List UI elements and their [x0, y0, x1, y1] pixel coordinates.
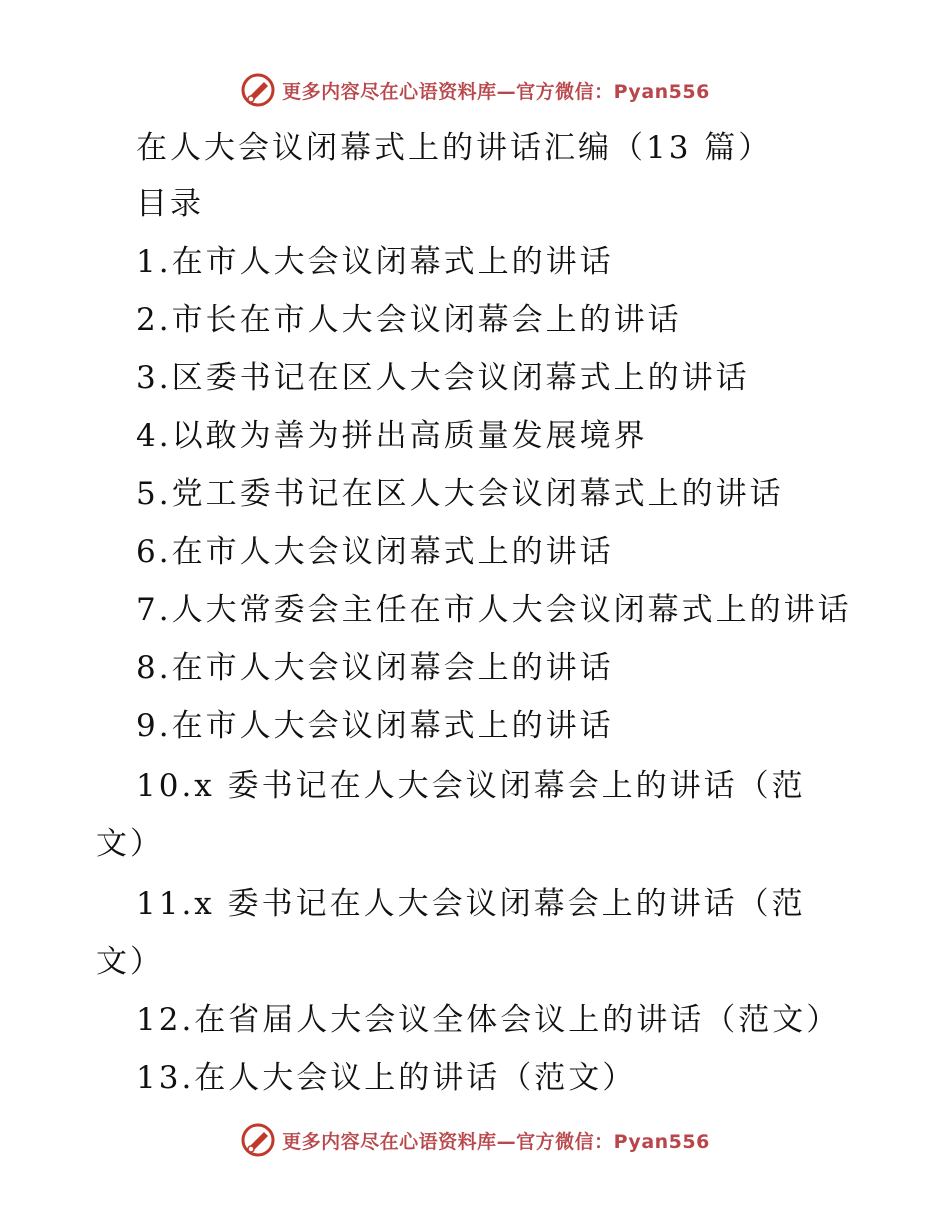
toc-item: 3.区委书记在区人大会议闭幕式上的讲话 — [136, 360, 750, 396]
header-watermark-banner — [0, 70, 950, 110]
footer-watermark-banner — [0, 1120, 950, 1160]
toc-heading: 目录 — [136, 186, 204, 222]
toc-item: 13.在人大会议上的讲话（范文） — [136, 1060, 637, 1096]
toc-item-continuation: 文） — [96, 826, 164, 862]
toc-item: 2.市长在市人大会议闭幕会上的讲话 — [136, 302, 682, 338]
toc-item: 1.在市人大会议闭幕式上的讲话 — [136, 244, 614, 280]
toc-item: 8.在市人大会议闭幕会上的讲话 — [136, 650, 614, 686]
watermark-text: 更多内容尽在心语资料库—官方微信：Pyan556 — [282, 80, 710, 103]
toc-item: 7.人大常委会主任在市人大会议闭幕式上的讲话 — [136, 592, 852, 628]
toc-item: 12.在省届人大会议全体会议上的讲话（范文） — [136, 1002, 841, 1038]
pen-seal-logo-icon — [240, 72, 276, 108]
toc-item: 6.在市人大会议闭幕式上的讲话 — [136, 534, 614, 570]
toc-item: 4.以敢为善为拼出高质量发展境界 — [136, 418, 648, 454]
toc-item: 10.x 委书记在人大会议闭幕会上的讲话（范 — [136, 768, 806, 804]
watermark-text: 更多内容尽在心语资料库—官方微信：Pyan556 — [282, 1130, 710, 1153]
toc-item: 9.在市人大会议闭幕式上的讲话 — [136, 708, 614, 744]
toc-item-continuation: 文） — [96, 944, 164, 980]
toc-item: 11.x 委书记在人大会议闭幕会上的讲话（范 — [136, 886, 806, 922]
toc-item: 5.党工委书记在区人大会议闭幕式上的讲话 — [136, 476, 784, 512]
pen-seal-logo-icon — [240, 1122, 276, 1158]
document-title: 在人大会议闭幕式上的讲话汇编（13 篇） — [136, 130, 773, 166]
